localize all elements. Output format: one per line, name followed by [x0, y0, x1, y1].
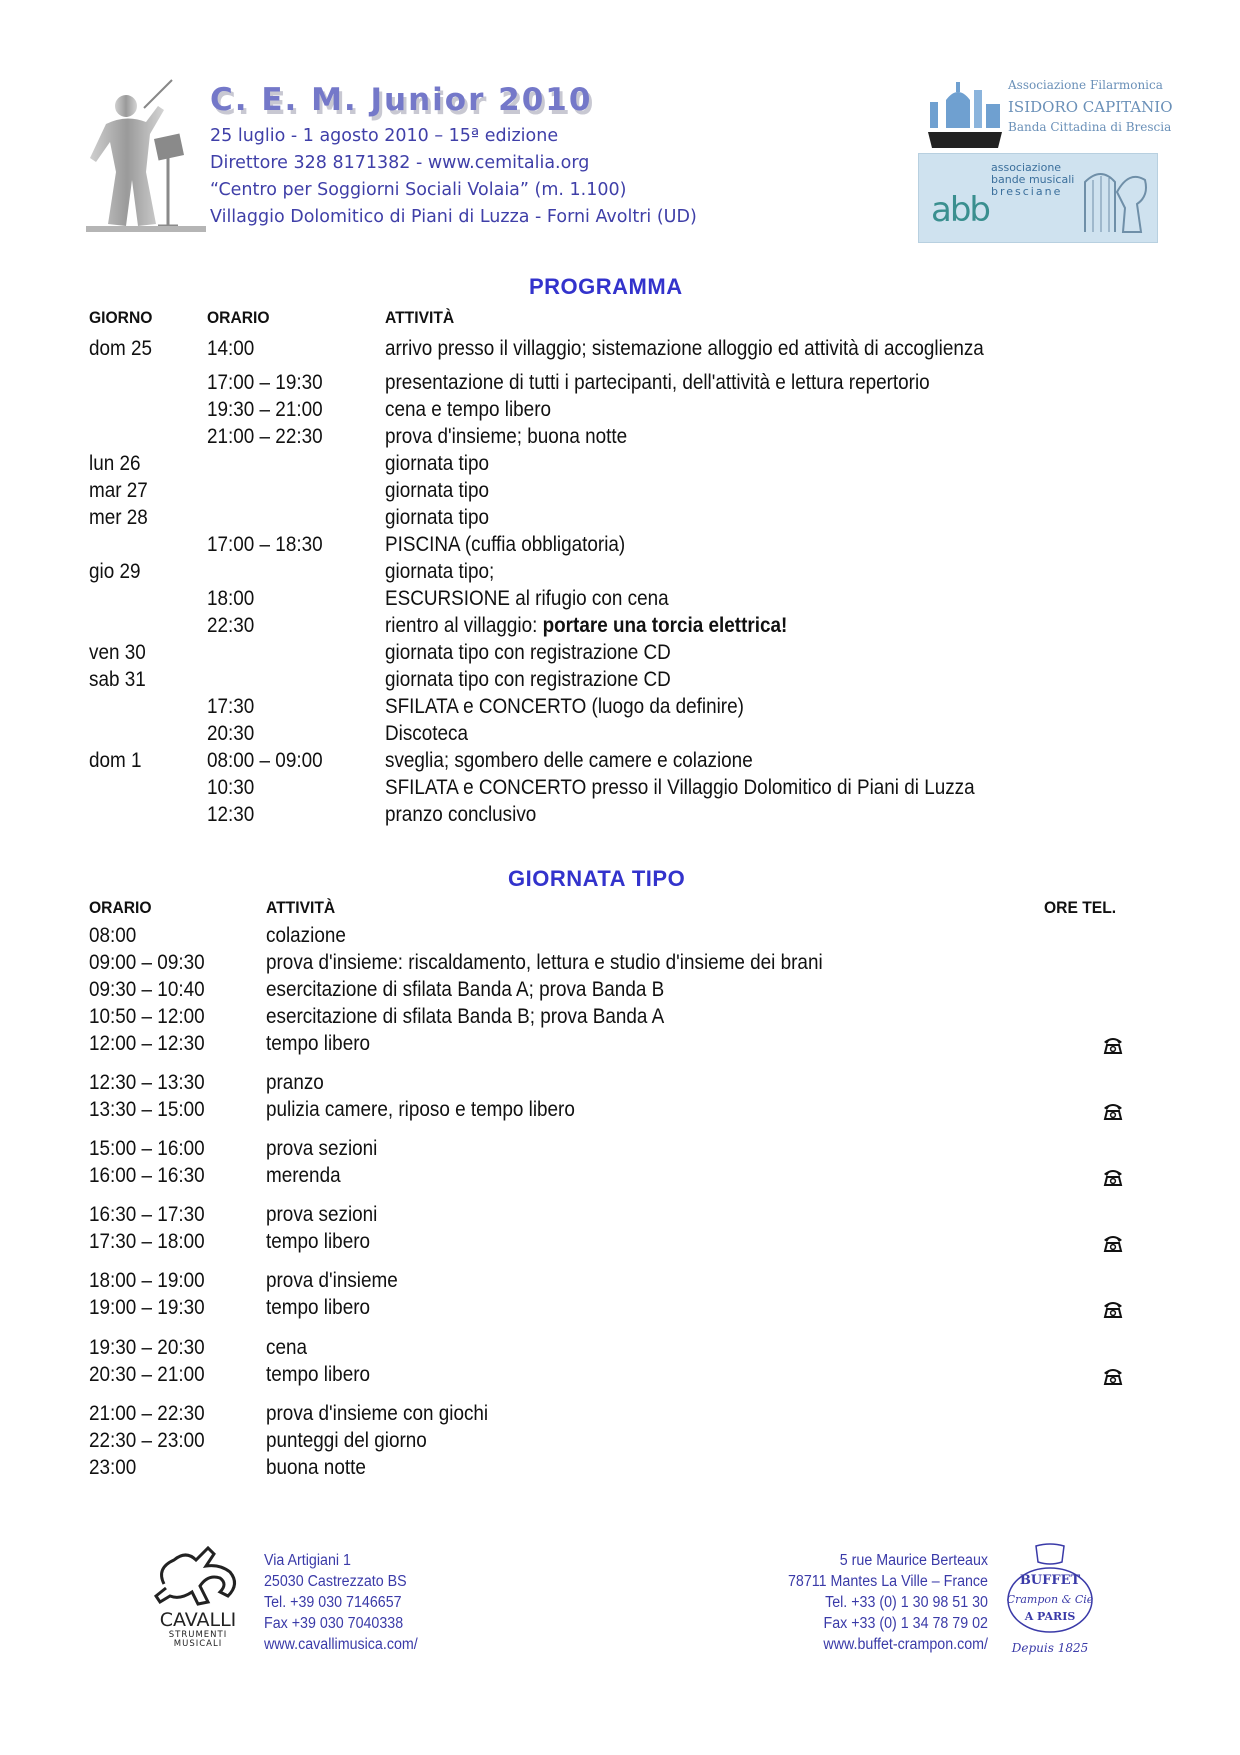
header-director: Direttore 328 8171382 - www.cemitalia.org: [210, 153, 590, 173]
filarmonica-line-2: ISIDORO CAPITANIO: [1008, 98, 1173, 116]
programma-giorno: ven 30: [89, 641, 146, 664]
programma-attivita: [385, 398, 551, 422]
programma-orario: 22:30: [207, 614, 255, 637]
programma-row: [0, 452, 1240, 478]
giornata-attivita: tempo libero: [266, 1296, 371, 1319]
telephone-icon: [1102, 1233, 1124, 1253]
programma-giorno: lun 26: [89, 452, 141, 475]
footer-left-line-1: Via Artigiani 1: [264, 1552, 351, 1569]
programma-attivita-text: cena e tempo libero: [385, 398, 552, 421]
giornata-row: [0, 978, 1240, 1004]
cavalli-line-3: MUSICALI: [173, 1639, 223, 1649]
programma-attivita-text: prova d'insieme; buona notte: [385, 425, 628, 448]
programma-attivita-text: giornata tipo con registrazione CD: [385, 641, 671, 664]
giornata-attivita: esercitazione di sfilata Banda B; prova Banda A: [266, 1005, 665, 1028]
programma-attivita-text: giornata tipo;: [385, 560, 495, 583]
programma-row: [0, 425, 1240, 451]
filarmonica-line-3: Banda Cittadina di Brescia: [1008, 120, 1172, 134]
programma-attivita: [385, 722, 468, 746]
buffet-line-3: A PARIS: [1024, 1610, 1076, 1623]
giornata-row: [0, 1269, 1240, 1295]
programma-orario: 14:00: [207, 337, 255, 360]
buffet-brand: BUFFET: [1019, 1573, 1081, 1588]
giornata-attivita: tempo libero: [266, 1363, 371, 1386]
footer-right-line-3: Tel. +33 (0) 1 30 98 51 30: [825, 1594, 988, 1611]
giornata-row: [0, 951, 1240, 977]
programma-attivita: [385, 560, 494, 584]
programma-attivita-text: ESCURSIONE al rifugio con cena: [385, 587, 669, 610]
programma-attivita: [385, 641, 671, 665]
footer-cavalli-address: [264, 1550, 431, 1655]
programma-row: [0, 398, 1240, 424]
giornata-row: [0, 1230, 1240, 1256]
giornata-attivita: prova d'insieme: riscaldamento, lettura e studio d'insieme dei brani: [266, 951, 823, 974]
programma-attivita: [385, 614, 787, 638]
programma-header-orario: ORARIO: [207, 308, 270, 327]
abb-line-1: associazione: [991, 161, 1062, 174]
giornata-attivita: tempo libero: [266, 1230, 371, 1253]
giornata-attivita: punteggi del giorno: [266, 1429, 427, 1452]
giornata-orario: 23:00: [89, 1456, 137, 1479]
programma-attivita: [385, 776, 975, 800]
programma-attivita: [385, 479, 489, 503]
city-skyline-icon: [924, 78, 1006, 150]
giornata-row: [0, 1137, 1240, 1163]
programma-giorno: gio 29: [89, 560, 141, 583]
programma-row: [0, 560, 1240, 586]
footer-right-line-2: 78711 Mantes La Ville – France: [787, 1573, 988, 1590]
programma-attivita-text: SFILATA e CONCERTO presso il Villaggio Dolomitico di Piani di Luzza: [385, 776, 975, 799]
giornata-attivita: prova d'insieme con giochi: [266, 1402, 489, 1425]
programma-giorno: mer 28: [89, 506, 148, 529]
cavalli-line-2: STRUMENTI: [168, 1630, 228, 1640]
programma-attivita-text: sveglia; sgombero delle camere e colazione: [385, 749, 753, 772]
programma-orario: 08:00 – 09:00: [207, 749, 323, 772]
giornata-attivita: tempo libero: [266, 1032, 371, 1055]
telephone-icon: [1102, 1035, 1124, 1055]
giornata-row: [0, 1005, 1240, 1031]
programma-attivita-text: SFILATA e CONCERTO (luogo da definire): [385, 695, 744, 718]
programma-row: [0, 803, 1240, 829]
header-location: Villaggio Dolomitico di Piani di Luzza - Forni Avoltri (UD): [210, 207, 697, 227]
footer-buffet-address: [700, 1550, 988, 1655]
programma-attivita-text: giornata tipo: [385, 452, 490, 475]
giornata-orario: 17:30 – 18:00: [89, 1230, 205, 1253]
programma-attivita: [385, 506, 489, 530]
programma-orario: 21:00 – 22:30: [207, 425, 323, 448]
programma-orario: 17:30: [207, 695, 255, 718]
programma-attivita-text: giornata tipo: [385, 479, 490, 502]
programma-attivita: [385, 749, 753, 773]
giornata-row: [0, 924, 1240, 950]
lion-harp-icon: [1079, 162, 1151, 236]
programma-attivita-text: rientro al villaggio:: [385, 614, 543, 637]
programma-attivita: [385, 533, 625, 557]
programma-giorno: mar 27: [89, 479, 148, 502]
programma-attivita-text: Discoteca: [385, 722, 468, 745]
giornata-orario: 19:00 – 19:30: [89, 1296, 205, 1319]
conductor-logo: [86, 76, 206, 236]
giornata-orario: 18:00 – 19:00: [89, 1269, 205, 1292]
programma-row: [0, 337, 1240, 363]
programma-row: [0, 479, 1240, 505]
giornata-attivita: merenda: [266, 1164, 341, 1187]
giornata-orario: 21:00 – 22:30: [89, 1402, 205, 1425]
programma-orario: 12:30: [207, 803, 255, 826]
filarmonica-logo: [918, 76, 1173, 152]
giornata-title: GIORNATA TIPO: [508, 866, 686, 891]
abb-line-2: bande musicali: [991, 173, 1075, 186]
programma-row: [0, 695, 1240, 721]
giornata-row: [0, 1032, 1240, 1058]
giornata-attivita: pulizia camere, riposo e tempo libero: [266, 1098, 575, 1121]
giornata-row: [0, 1363, 1240, 1389]
giornata-header-attivita: ATTIVITÀ: [266, 898, 336, 917]
giornata-row: [0, 1456, 1240, 1482]
giornata-orario: 16:30 – 17:30: [89, 1203, 205, 1226]
giornata-attivita: colazione: [266, 924, 346, 947]
programma-orario: 10:30: [207, 776, 255, 799]
programma-attivita: [385, 803, 536, 827]
programma-attivita: [385, 587, 669, 611]
programma-header-giorno: GIORNO: [89, 308, 153, 327]
programma-giorno: sab 31: [89, 668, 146, 691]
header-title: C. E. M. Junior 2010: [210, 82, 593, 118]
giornata-orario: 22:30 – 23:00: [89, 1429, 205, 1452]
giornata-orario: 15:00 – 16:00: [89, 1137, 205, 1160]
programma-attivita-text: arrivo presso il villaggio; sistemazione alloggio ed attività di accoglienza: [385, 337, 984, 360]
giornata-attivita: prova d'insieme: [266, 1269, 398, 1292]
programma-attivita: [385, 371, 930, 395]
programma-row: [0, 722, 1240, 748]
programma-row: [0, 506, 1240, 532]
giornata-orario: 19:30 – 20:30: [89, 1336, 205, 1359]
footer-left-line-3: Tel. +39 030 7146657: [264, 1594, 402, 1611]
giornata-orario: 08:00: [89, 924, 137, 947]
giornata-header-tel: ORE TEL.: [1044, 898, 1117, 917]
programma-giorno: dom 25: [89, 337, 153, 360]
giornata-orario: 13:30 – 15:00: [89, 1098, 205, 1121]
programma-attivita-text: presentazione di tutti i partecipanti, dell'attività e lettura repertorio: [385, 371, 930, 394]
giornata-header-orario: ORARIO: [89, 898, 152, 917]
giornata-row: [0, 1071, 1240, 1097]
giornata-orario: 10:50 – 12:00: [89, 1005, 205, 1028]
giornata-orario: 12:30 – 13:30: [89, 1071, 205, 1094]
footer-left-line-2: 25030 Castrezzato BS: [264, 1573, 407, 1590]
giornata-orario: 20:30 – 21:00: [89, 1363, 205, 1386]
giornata-row: [0, 1402, 1240, 1428]
programma-orario: 20:30: [207, 722, 255, 745]
abb-logo: [918, 153, 1158, 243]
giornata-attivita: prova sezioni: [266, 1203, 378, 1226]
footer-left-link[interactable]: www.cavallimusica.com/: [264, 1636, 418, 1653]
buffet-line-4: Depuis 1825: [1011, 1641, 1089, 1655]
programma-row: [0, 641, 1240, 667]
giornata-orario: 09:30 – 10:40: [89, 978, 205, 1001]
giornata-attivita: cena: [266, 1336, 307, 1359]
giornata-row: [0, 1296, 1240, 1322]
giornata-attivita: buona notte: [266, 1456, 366, 1479]
telephone-icon: [1102, 1167, 1124, 1187]
telephone-icon: [1102, 1299, 1124, 1319]
programma-attivita-text: giornata tipo: [385, 506, 490, 529]
programma-orario: 17:00 – 18:30: [207, 533, 323, 556]
giornata-row: [0, 1203, 1240, 1229]
footer-right-line-4: Fax +33 (0) 1 34 78 79 02: [823, 1615, 988, 1632]
programma-row: [0, 587, 1240, 613]
programma-giorno: dom 1: [89, 749, 142, 772]
programma-header-attivita: ATTIVITÀ: [385, 308, 455, 327]
programma-attivita: [385, 337, 984, 361]
cavalli-logo: [150, 1540, 246, 1650]
programma-attivita: [385, 695, 744, 719]
filarmonica-line-1: Associazione Filarmonica: [1008, 78, 1163, 92]
buffet-crampon-logo: [1000, 1540, 1100, 1660]
buffet-line-2: Crampon & Cie: [1006, 1593, 1094, 1606]
programma-attivita-text: pranzo conclusivo: [385, 803, 537, 826]
programma-attivita: [385, 452, 489, 476]
giornata-row: [0, 1098, 1240, 1124]
programma-attivita-emphasis: portare una torcia elettrica!: [542, 614, 788, 637]
giornata-attivita: esercitazione di sfilata Banda A; prova Banda B: [266, 978, 665, 1001]
programma-row: [0, 371, 1240, 397]
giornata-row: [0, 1429, 1240, 1455]
giornata-orario: 16:00 – 16:30: [89, 1164, 205, 1187]
giornata-row: [0, 1336, 1240, 1362]
programma-attivita-text: PISCINA (cuffia obbligatoria): [385, 533, 626, 556]
header-venue: “Centro per Soggiorni Sociali Volaia” (m. 1.100): [210, 180, 627, 200]
programma-row: [0, 776, 1240, 802]
giornata-attivita: pranzo: [266, 1071, 324, 1094]
footer-left-line-4: Fax +39 030 7040338: [264, 1615, 404, 1632]
cavalli-brand: CAVALLI: [159, 1609, 237, 1631]
programma-row: [0, 533, 1240, 559]
programma-attivita: [385, 668, 671, 692]
footer-right-line-1: 5 rue Maurice Berteaux: [839, 1552, 988, 1569]
programma-orario: 19:30 – 21:00: [207, 398, 323, 421]
programma-attivita-text: giornata tipo con registrazione CD: [385, 668, 671, 691]
giornata-row: [0, 1164, 1240, 1190]
abb-mark: abb: [931, 190, 989, 230]
telephone-icon: [1102, 1366, 1124, 1386]
giornata-orario: 12:00 – 12:30: [89, 1032, 205, 1055]
abb-line-3: bresciane: [991, 185, 1063, 198]
giornata-orario: 09:00 – 09:30: [89, 951, 205, 974]
programma-orario: 17:00 – 19:30: [207, 371, 323, 394]
giornata-attivita: prova sezioni: [266, 1137, 378, 1160]
programma-row: [0, 614, 1240, 640]
header-dates: 25 luglio - 1 agosto 2010 – 15ª edizione: [210, 126, 559, 146]
programma-orario: 18:00: [207, 587, 255, 610]
programma-row: [0, 749, 1240, 775]
programma-attivita: [385, 425, 627, 449]
programma-title: PROGRAMMA: [529, 274, 683, 299]
footer-right-link[interactable]: www.buffet-crampon.com/: [823, 1636, 988, 1653]
programma-row: [0, 668, 1240, 694]
telephone-icon: [1102, 1101, 1124, 1121]
